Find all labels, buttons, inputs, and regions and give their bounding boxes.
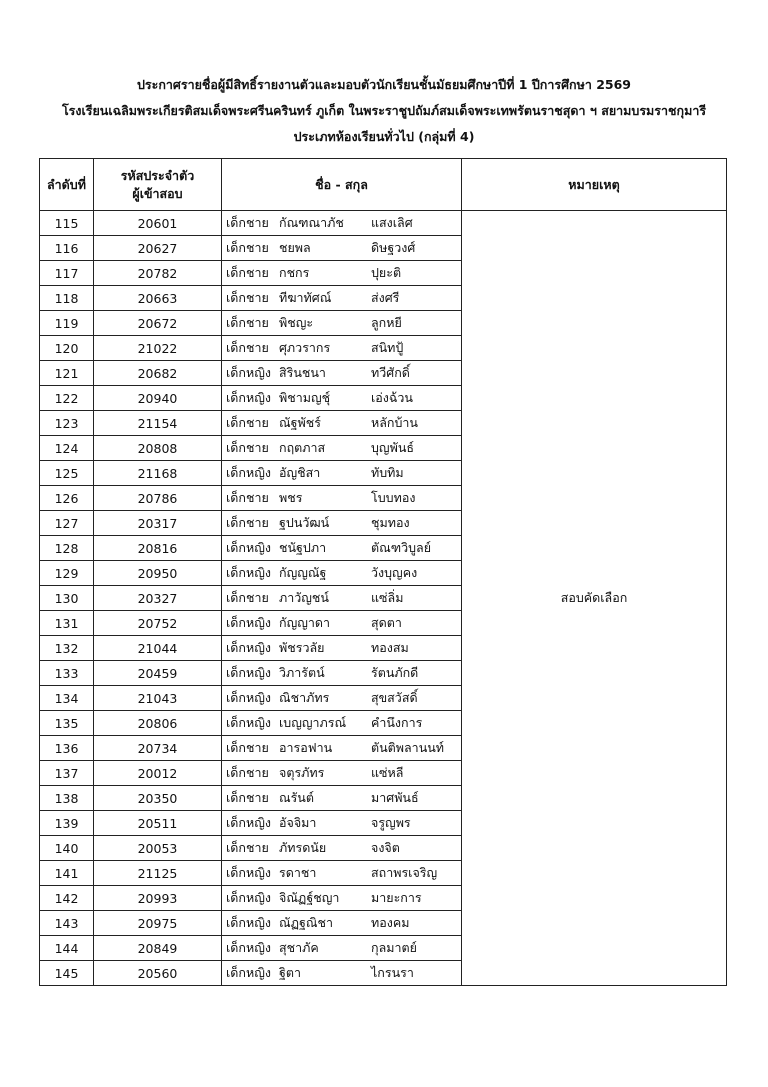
- row-exam-id: 21154: [94, 411, 222, 436]
- row-exam-id: 21022: [94, 336, 222, 361]
- row-exam-id: 20511: [94, 811, 222, 836]
- row-first-name: วิภารัตน์: [279, 665, 325, 680]
- row-first-name: เบญญาภรณ์: [279, 715, 347, 730]
- row-full-name: [222, 236, 462, 261]
- row-last-name: ทองสม: [371, 640, 409, 655]
- row-order-number: 120: [40, 336, 94, 361]
- row-exam-id: 20459: [94, 661, 222, 686]
- row-first-name: ชยพล: [279, 240, 311, 255]
- row-full-name: [222, 361, 462, 386]
- row-order-number: 138: [40, 786, 94, 811]
- row-first-name: อารอฟาน: [279, 740, 333, 755]
- row-exam-id: 20560: [94, 961, 222, 986]
- row-name-prefix: เด็กหญิง: [226, 940, 271, 955]
- row-last-name: ตัณฑวิบูลย์: [371, 540, 432, 555]
- row-last-name: แซ่หลี: [371, 765, 404, 780]
- row-order-number: 133: [40, 661, 94, 686]
- row-full-name: [222, 736, 462, 761]
- row-name-prefix: เด็กชาย: [226, 440, 269, 455]
- row-full-name: [222, 486, 462, 511]
- row-exam-id: 20816: [94, 536, 222, 561]
- row-last-name: กุลมาตย์: [371, 940, 417, 955]
- row-first-name: ชนัฐปภา: [279, 540, 327, 555]
- row-name-prefix: เด็กชาย: [226, 590, 269, 605]
- row-name-prefix: เด็กชาย: [226, 215, 269, 230]
- row-full-name: [222, 786, 462, 811]
- row-order-number: 119: [40, 311, 94, 336]
- row-last-name: โบบทอง: [371, 490, 416, 505]
- row-order-number: 137: [40, 761, 94, 786]
- row-last-name: จงจิต: [371, 840, 400, 855]
- row-exam-id: 21125: [94, 861, 222, 886]
- row-exam-id: 20752: [94, 611, 222, 636]
- row-exam-id: 20849: [94, 936, 222, 961]
- row-exam-id: 20808: [94, 436, 222, 461]
- row-order-number: 126: [40, 486, 94, 511]
- announcement-title: [0, 72, 768, 150]
- row-name-prefix: เด็กชาย: [226, 790, 269, 805]
- row-first-name: ทีฆาทัศณ์: [279, 290, 332, 305]
- row-order-number: 141: [40, 861, 94, 886]
- row-full-name: [222, 436, 462, 461]
- row-last-name: ทวีศักดิ์: [371, 365, 410, 380]
- row-last-name: บุญพันธ์: [371, 440, 414, 455]
- row-exam-id: 20012: [94, 761, 222, 786]
- row-order-number: 125: [40, 461, 94, 486]
- row-full-name: [222, 561, 462, 586]
- row-last-name: ตันติพลานนท์: [371, 740, 445, 755]
- row-full-name: [222, 336, 462, 361]
- row-exam-id: 20682: [94, 361, 222, 386]
- row-exam-id: 20993: [94, 886, 222, 911]
- header-exam-id: [94, 159, 222, 211]
- row-last-name: หลักบ้าน: [371, 415, 418, 430]
- row-order-number: 136: [40, 736, 94, 761]
- row-first-name: อัญชิสา: [279, 465, 321, 480]
- row-order-number: 122: [40, 386, 94, 411]
- row-last-name: คำนึงการ: [371, 715, 423, 730]
- row-first-name: ฐปนวัฒน์: [279, 515, 330, 530]
- student-roster-table: [39, 158, 727, 986]
- row-last-name: มายะการ: [371, 890, 422, 905]
- row-name-prefix: เด็กหญิง: [226, 965, 271, 980]
- row-order-number: 115: [40, 211, 94, 236]
- row-last-name: แสงเลิศ: [371, 215, 413, 230]
- row-exam-id: 20734: [94, 736, 222, 761]
- row-first-name: จตุรภัทร: [279, 765, 325, 780]
- row-name-prefix: เด็กหญิง: [226, 890, 271, 905]
- row-order-number: 143: [40, 911, 94, 936]
- row-name-prefix: เด็กชาย: [226, 340, 269, 355]
- row-last-name: เอ่งฉ้วน: [371, 390, 413, 405]
- row-order-number: 129: [40, 561, 94, 586]
- row-exam-id: 20782: [94, 261, 222, 286]
- row-exam-id: 20601: [94, 211, 222, 236]
- title-line-2: โรงเรียนเฉลิมพระเกียรติสมเด็จพระศรีนครินทร์ ภูเก็ต ในพระราชูปถัมภ์สมเด็จพระเทพรัตนราชสุดา ฯ สยามบรมราชกุมารี: [61, 103, 707, 118]
- row-order-number: 139: [40, 811, 94, 836]
- row-last-name: ลูกหยี: [371, 315, 402, 330]
- row-name-prefix: เด็กหญิง: [226, 615, 271, 630]
- row-full-name: [222, 461, 462, 486]
- row-full-name: [222, 311, 462, 336]
- row-first-name: ภาวัญชน์: [279, 590, 329, 605]
- row-order-number: 131: [40, 611, 94, 636]
- row-last-name: ชุมทอง: [371, 515, 410, 530]
- row-first-name: พชร: [279, 490, 303, 505]
- row-order-number: 130: [40, 586, 94, 611]
- row-exam-id: 20975: [94, 911, 222, 936]
- row-name-prefix: เด็กหญิง: [226, 390, 271, 405]
- row-exam-id: 20350: [94, 786, 222, 811]
- remarks-cell: สอบคัดเลือก: [462, 211, 727, 986]
- row-name-prefix: เด็กชาย: [226, 740, 269, 755]
- row-full-name: [222, 611, 462, 636]
- header-full-name: ชื่อ - สกุล: [222, 159, 462, 211]
- row-name-prefix: เด็กชาย: [226, 415, 269, 430]
- row-full-name: [222, 886, 462, 911]
- row-first-name: ณัฏฐณิชา: [279, 915, 333, 930]
- row-first-name: ณรันต์: [279, 790, 314, 805]
- row-name-prefix: เด็กหญิง: [226, 815, 271, 830]
- row-last-name: ส่งศรี: [371, 290, 400, 305]
- row-full-name: [222, 936, 462, 961]
- row-name-prefix: เด็กหญิง: [226, 365, 271, 380]
- row-full-name: [222, 686, 462, 711]
- row-first-name: กชกร: [279, 265, 310, 280]
- row-exam-id: 20806: [94, 711, 222, 736]
- row-first-name: ณัฐพัชร์: [279, 415, 321, 430]
- row-first-name: จิณัฏฐ์ชญา: [279, 890, 340, 905]
- row-last-name: สนิทปู้: [371, 340, 404, 355]
- row-first-name: ณิชาภัทร: [279, 690, 330, 705]
- row-order-number: 118: [40, 286, 94, 311]
- row-last-name: มาศพันธ์: [371, 790, 419, 805]
- row-exam-id: 20786: [94, 486, 222, 511]
- row-last-name: ดิษฐวงศ์: [371, 240, 416, 255]
- row-name-prefix: เด็กชาย: [226, 765, 269, 780]
- row-exam-id: 20627: [94, 236, 222, 261]
- row-first-name: กฤตภาส: [279, 440, 326, 455]
- row-full-name: [222, 536, 462, 561]
- row-full-name: [222, 961, 462, 986]
- row-exam-id: 21043: [94, 686, 222, 711]
- row-order-number: 145: [40, 961, 94, 986]
- row-order-number: 116: [40, 236, 94, 261]
- row-order-number: 132: [40, 636, 94, 661]
- row-first-name: กัญญาดา: [279, 615, 331, 630]
- row-order-number: 123: [40, 411, 94, 436]
- row-full-name: [222, 636, 462, 661]
- row-first-name: สิรินชนา: [279, 365, 326, 380]
- row-last-name: วังบุญคง: [371, 565, 418, 580]
- row-name-prefix: เด็กชาย: [226, 290, 269, 305]
- row-full-name: [222, 711, 462, 736]
- row-exam-id: 20950: [94, 561, 222, 586]
- row-name-prefix: เด็กหญิง: [226, 540, 271, 555]
- row-full-name: [222, 911, 462, 936]
- row-first-name: ฐิตา: [279, 965, 302, 980]
- row-full-name: [222, 511, 462, 536]
- row-exam-id: 20327: [94, 586, 222, 611]
- row-first-name: พิชามญชุ์: [279, 390, 331, 405]
- row-name-prefix: เด็กหญิง: [226, 915, 271, 930]
- header-order-number: ลำดับที่: [40, 159, 94, 211]
- row-order-number: 134: [40, 686, 94, 711]
- row-order-number: 128: [40, 536, 94, 561]
- row-name-prefix: เด็กชาย: [226, 240, 269, 255]
- row-first-name: อัจจิมา: [279, 815, 317, 830]
- row-full-name: [222, 386, 462, 411]
- row-first-name: กัณฑณาภัช: [279, 215, 344, 230]
- row-last-name: แซ่ลิ่ม: [371, 590, 404, 605]
- row-exam-id: 20053: [94, 836, 222, 861]
- row-full-name: [222, 811, 462, 836]
- row-full-name: [222, 836, 462, 861]
- row-last-name: สุขสวัสดิ์: [371, 690, 418, 705]
- row-name-prefix: เด็กชาย: [226, 315, 269, 330]
- table-header-row: [40, 159, 727, 211]
- title-line-1: ประกาศรายชื่อผู้มีสิทธิ์รายงานตัวและมอบตัวนักเรียนชั้นมัธยมศึกษาปีที่ 1 ปีการศึกษา 2569: [136, 77, 631, 92]
- row-first-name: พัชรวลัย: [279, 640, 325, 655]
- row-name-prefix: เด็กชาย: [226, 490, 269, 505]
- table-row: [40, 211, 727, 236]
- header-exam-id-line-2: ผู้เข้าสอบ: [132, 185, 183, 201]
- row-name-prefix: เด็กชาย: [226, 265, 269, 280]
- row-last-name: รัตนภักดี: [371, 665, 419, 680]
- row-name-prefix: เด็กหญิง: [226, 565, 271, 580]
- row-exam-id: 20663: [94, 286, 222, 311]
- row-first-name: พิชญะ: [279, 315, 314, 330]
- row-order-number: 142: [40, 886, 94, 911]
- row-name-prefix: เด็กชาย: [226, 515, 269, 530]
- row-full-name: [222, 761, 462, 786]
- row-name-prefix: เด็กหญิง: [226, 665, 271, 680]
- row-order-number: 117: [40, 261, 94, 286]
- roster-body: [40, 211, 727, 986]
- row-first-name: ศุภวรากร: [279, 340, 331, 355]
- header-exam-id-line-1: รหัสประจำตัว: [120, 167, 195, 183]
- row-full-name: [222, 586, 462, 611]
- row-full-name: [222, 261, 462, 286]
- row-order-number: 135: [40, 711, 94, 736]
- row-last-name: จรูญพร: [371, 815, 411, 830]
- row-full-name: [222, 661, 462, 686]
- row-name-prefix: เด็กหญิง: [226, 715, 271, 730]
- row-order-number: 140: [40, 836, 94, 861]
- row-first-name: กัญญณัฐ: [279, 565, 327, 580]
- row-first-name: รดาชา: [279, 865, 317, 880]
- row-name-prefix: เด็กหญิง: [226, 690, 271, 705]
- row-name-prefix: เด็กหญิง: [226, 465, 271, 480]
- row-full-name: [222, 411, 462, 436]
- row-exam-id: 20317: [94, 511, 222, 536]
- row-first-name: สุชาภัค: [279, 940, 319, 955]
- row-last-name: ไกรนรา: [371, 965, 414, 980]
- row-full-name: [222, 286, 462, 311]
- header-remarks: หมายเหตุ: [462, 159, 727, 211]
- row-order-number: 121: [40, 361, 94, 386]
- row-first-name: ภัทรดนัย: [279, 840, 327, 855]
- row-exam-id: 20672: [94, 311, 222, 336]
- row-full-name: [222, 861, 462, 886]
- row-order-number: 124: [40, 436, 94, 461]
- row-last-name: สถาพรเจริญ: [371, 865, 438, 880]
- row-last-name: ปุยะติ: [371, 265, 402, 280]
- row-order-number: 127: [40, 511, 94, 536]
- row-exam-id: 20940: [94, 386, 222, 411]
- row-last-name: ทองคม: [371, 915, 410, 930]
- row-name-prefix: เด็กชาย: [226, 840, 269, 855]
- row-name-prefix: เด็กหญิง: [226, 865, 271, 880]
- row-last-name: สุดตา: [371, 615, 402, 630]
- row-name-prefix: เด็กหญิง: [226, 640, 271, 655]
- title-line-3: ประเภทห้องเรียนทั่วไป (กลุ่มที่ 4): [293, 129, 475, 144]
- row-full-name: [222, 211, 462, 236]
- row-exam-id: 21044: [94, 636, 222, 661]
- row-exam-id: 21168: [94, 461, 222, 486]
- row-last-name: ทับทิม: [371, 465, 404, 480]
- row-order-number: 144: [40, 936, 94, 961]
